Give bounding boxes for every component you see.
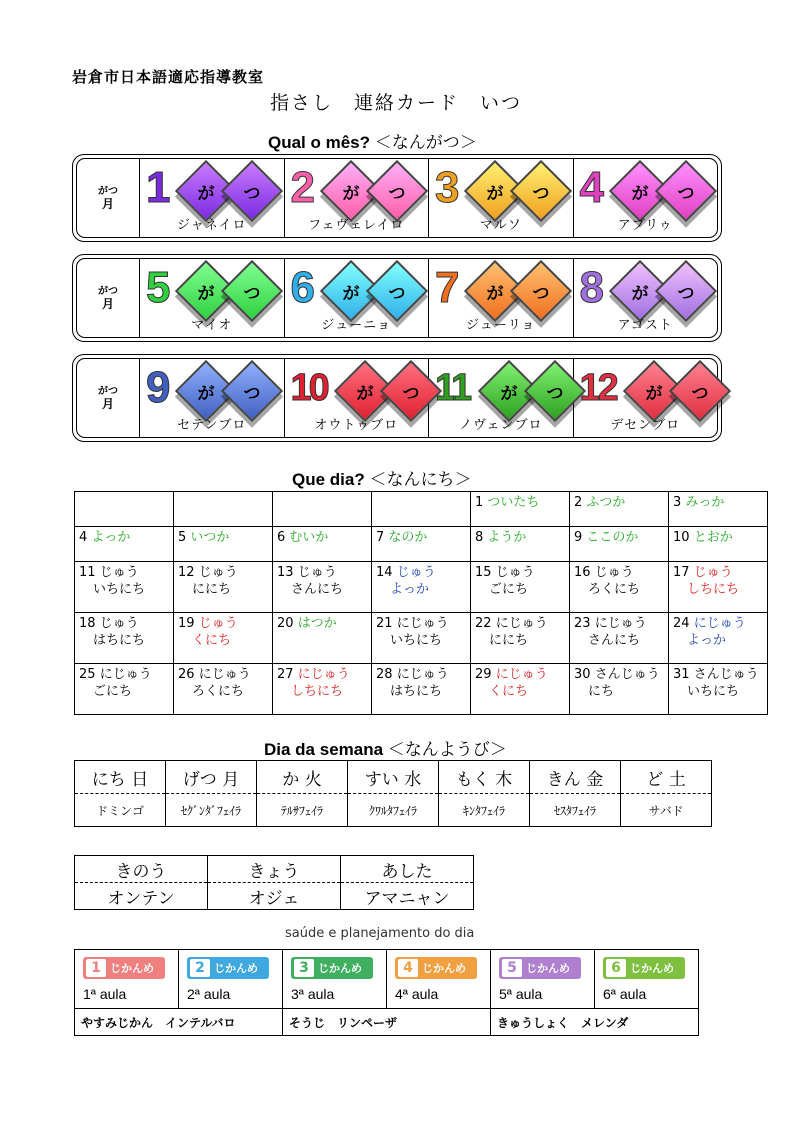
calendar-cell (669, 664, 768, 715)
calendar-cell (372, 527, 471, 562)
calendar-cell (174, 492, 273, 527)
day-calendar (74, 491, 768, 715)
month-number: 7 (435, 263, 457, 312)
weekday-table (74, 760, 712, 827)
day-reading: にじゅう (198, 667, 251, 682)
day-reading: じゅう (594, 565, 634, 580)
month-number: 2 (290, 163, 312, 212)
gatsu-char: が (486, 183, 504, 204)
day-reading: にじゅう (495, 616, 548, 631)
day-reading-2: いちにち (390, 633, 443, 648)
gatsu-char: が (197, 283, 215, 304)
days-heading (292, 465, 471, 490)
day-reading: にじゅう (495, 667, 548, 682)
period-cell (283, 950, 387, 1009)
day-reading-2: いちにち (687, 684, 740, 699)
month-name: フェヴェレイロ (308, 218, 405, 233)
day-number: 2 (574, 495, 583, 510)
month-cell (429, 359, 574, 437)
period-cell (179, 950, 283, 1009)
period-badge (291, 957, 373, 979)
month-row (72, 354, 722, 442)
period-badge-text: じかんめ (214, 962, 258, 975)
gatsu-cube (221, 260, 283, 322)
day-number: 17 (673, 565, 690, 580)
gatsu-char: が (197, 183, 215, 204)
gatsu-cube (510, 260, 572, 322)
gatsu-cube (654, 260, 716, 322)
calendar-cell (471, 527, 570, 562)
calendar-cell (273, 492, 372, 527)
day-number: 9 (574, 530, 583, 545)
calendar-cell (669, 613, 768, 664)
gatsu-char: が (500, 383, 518, 404)
month-cell (574, 159, 718, 237)
calendar-cell (372, 492, 471, 527)
gatsu-cube (510, 160, 572, 222)
gatsu-cubes (481, 169, 563, 213)
day-number: 31 (673, 667, 690, 682)
relative-day-table (74, 855, 474, 910)
month-name: アゴスト (617, 318, 673, 333)
day-number: 16 (574, 565, 591, 580)
organization-name: 岩倉市日本語適応指導教室 (72, 68, 265, 86)
day-reading: じゅう (99, 565, 139, 580)
day-reading: にじゅう (396, 667, 449, 682)
day-reading-2: くにち (489, 684, 529, 699)
day-reading-2: しちにち (687, 582, 740, 597)
months-heading (268, 128, 477, 153)
period-cell (491, 950, 595, 1009)
day-reading: ここのか (586, 530, 639, 545)
day-reading-2: よっか (390, 582, 430, 597)
gatsu-cubes (626, 169, 708, 213)
month-cell (140, 359, 285, 437)
day-reading: さんじゅう (693, 667, 759, 682)
month-number: 9 (146, 363, 168, 412)
gatsu-char: つ (243, 183, 261, 204)
period-badge-number: 5 (502, 959, 522, 977)
gatsu-cubes (192, 369, 274, 413)
day-reading-2: ににち (192, 582, 232, 597)
calendar-cell (570, 492, 669, 527)
gatsu-char: が (645, 383, 662, 404)
gatsu-char: つ (388, 183, 405, 204)
month-row-label (77, 259, 140, 337)
day-number: 18 (79, 616, 96, 631)
gatsu-cubes (481, 269, 563, 313)
gatsu-cubes (495, 369, 577, 413)
day-reading-2: いちにち (93, 582, 146, 597)
weekday-heading-pt: Dia da semana (264, 740, 384, 759)
weekday-jp: きん 金 (530, 761, 621, 794)
day-number: 14 (376, 565, 393, 580)
month-name: ノヴェンブロ (459, 418, 543, 433)
period-badge (187, 957, 269, 979)
calendar-cell (570, 562, 669, 613)
calendar-cell (75, 613, 174, 664)
month-label-ruby: がつ (98, 386, 118, 397)
period-cell (595, 950, 699, 1009)
period-badge-text: じかんめ (110, 962, 154, 975)
day-number: 10 (673, 530, 690, 545)
weekday-jp: もく 木 (439, 761, 530, 794)
month-row-inner (76, 258, 718, 338)
relative-day-jp: あした (341, 856, 474, 883)
calendar-cell (570, 664, 669, 715)
day-number: 7 (376, 530, 385, 545)
weekday-heading (264, 735, 507, 760)
gatsu-cube (365, 260, 427, 322)
month-number: 4 (579, 163, 601, 212)
schedule-footer-cell: きゅうしょく メレンダ (491, 1009, 699, 1036)
month-label-kanji: 月 (101, 297, 114, 311)
month-number: 3 (435, 163, 457, 212)
gatsu-char: つ (388, 283, 405, 304)
month-name: ジューニョ (321, 318, 392, 333)
weekday-jp: か 火 (257, 761, 348, 794)
day-number: 29 (475, 667, 492, 682)
period-badge-text: じかんめ (318, 962, 362, 975)
months-heading-jp: ＜なんがつ＞ (374, 133, 477, 153)
day-reading-2: ごにち (489, 582, 529, 597)
month-name: セテンブロ (177, 418, 247, 433)
gatsu-char: つ (243, 283, 261, 304)
gatsu-char: つ (677, 283, 694, 304)
calendar-cell (471, 613, 570, 664)
period-label: 2ª aula (187, 986, 231, 1002)
calendar-cell (570, 613, 669, 664)
month-number: 1 (146, 163, 168, 212)
period-badge-number: 1 (86, 959, 106, 977)
weekday-pt: ﾃﾙｻﾌｪｲﾗ (257, 794, 348, 827)
period-badge (499, 957, 581, 979)
days-heading-pt: Que dia? (292, 470, 365, 489)
calendar-cell (372, 664, 471, 715)
months-heading-pt: Qual o mês? (268, 133, 371, 152)
month-label-kanji: 月 (101, 197, 114, 211)
period-cell (75, 950, 179, 1009)
relative-day-pt: オンテン (107, 888, 175, 909)
weekday-jp: すい 水 (348, 761, 439, 794)
gatsu-char: つ (677, 183, 694, 204)
day-reading-2: はちにち (390, 684, 443, 699)
weekday-pt: ｷﾝﾀﾌｪｲﾗ (439, 794, 530, 827)
day-reading: ついたち (487, 495, 540, 510)
gatsu-cube (365, 160, 427, 222)
day-reading-2: さんにち (588, 633, 641, 648)
day-number: 5 (178, 530, 187, 545)
month-number: 12 (579, 367, 616, 409)
weekday-pt: ｾｸﾞﾝﾀﾞﾌｪｲﾗ (166, 794, 257, 827)
relative-day-jp: きょう (208, 856, 341, 883)
day-reading: にじゅう (297, 667, 350, 682)
day-number: 8 (475, 530, 484, 545)
day-number: 30 (574, 667, 591, 682)
month-name: デセンブロ (610, 418, 681, 433)
month-label-ruby: がつ (98, 186, 118, 197)
period-label: 1ª aula (83, 986, 127, 1002)
day-number: 1 (475, 495, 484, 510)
period-badge-number: 4 (398, 959, 418, 977)
month-number: 10 (290, 367, 327, 409)
month-name: マイオ (191, 318, 233, 333)
relative-day-jp: きのう (75, 856, 208, 883)
calendar-cell (273, 664, 372, 715)
day-reading: にじゅう (594, 616, 647, 631)
period-badge-number: 6 (606, 959, 626, 977)
calendar-cell (372, 613, 471, 664)
calendar-cell (75, 492, 174, 527)
month-row (72, 154, 722, 242)
month-number: 11 (435, 367, 470, 409)
day-reading-2: しちにち (291, 684, 344, 699)
day-reading: いつか (190, 530, 230, 545)
month-name: ジューリョ (466, 318, 536, 333)
period-badge-number: 2 (190, 959, 210, 977)
day-reading: じゅう (297, 565, 337, 580)
gatsu-char: つ (691, 383, 708, 404)
day-reading: はつか (297, 616, 337, 631)
page-title: 指さし 連絡カード いつ (270, 92, 523, 114)
relative-day-pt: アマニャン (341, 883, 474, 910)
gatsu-cubes (626, 269, 708, 313)
month-number: 8 (579, 263, 601, 312)
gatsu-char: が (631, 183, 648, 204)
month-name: アブリゥ (617, 218, 673, 233)
calendar-cell (669, 562, 768, 613)
weekday-pt: ドミンゴ (95, 803, 144, 818)
gatsu-char: が (342, 283, 359, 304)
day-number: 24 (673, 616, 690, 631)
calendar-cell (372, 562, 471, 613)
day-number: 6 (277, 530, 286, 545)
period-label: 5ª aula (499, 986, 543, 1002)
gatsu-char: つ (546, 383, 564, 404)
calendar-cell (669, 492, 768, 527)
day-number: 3 (673, 495, 682, 510)
gatsu-char: つ (532, 283, 550, 304)
period-badge (83, 957, 165, 979)
calendar-cell (75, 527, 174, 562)
month-row-label (77, 359, 140, 437)
period-badge-text: じかんめ (630, 962, 674, 975)
calendar-cell (174, 527, 273, 562)
calendar-cell (174, 613, 273, 664)
calendar-cell (471, 562, 570, 613)
day-reading: じゅう (693, 565, 733, 580)
day-number: 11 (79, 565, 96, 580)
period-badge (603, 957, 685, 979)
day-reading: むいか (289, 530, 329, 545)
gatsu-char: が (197, 383, 215, 404)
gatsu-cube (221, 160, 283, 222)
day-number: 23 (574, 616, 591, 631)
day-reading-2: ごにち (93, 684, 133, 699)
day-reading: さんじゅう (594, 667, 660, 682)
weekday-pt: ｾｽﾀﾌｪｲﾗ (530, 794, 621, 827)
gatsu-cube (668, 360, 730, 422)
calendar-cell (471, 664, 570, 715)
period-badge-text: じかんめ (526, 962, 570, 975)
day-number: 22 (475, 616, 492, 631)
gatsu-char: つ (532, 183, 550, 204)
period-badge-number: 3 (294, 959, 314, 977)
day-reading: じゅう (198, 565, 238, 580)
calendar-cell (669, 527, 768, 562)
gatsu-cubes (337, 269, 419, 313)
month-cell (140, 259, 285, 337)
month-name: ジャネイロ (177, 218, 247, 233)
relative-day-pt: オジェ (208, 883, 341, 910)
day-reading-2: くにち (192, 633, 232, 648)
day-reading: みっか (685, 495, 725, 510)
month-name: マルソ (479, 218, 522, 233)
calendar-cell (570, 527, 669, 562)
day-number: 21 (376, 616, 393, 631)
month-number: 6 (290, 263, 312, 312)
gatsu-char: が (631, 283, 648, 304)
month-label-ruby: がつ (98, 286, 118, 297)
day-reading: にじゅう (99, 667, 152, 682)
schedule-footer-cell: やすみじかん インテルバロ (75, 1009, 283, 1036)
gatsu-cubes (640, 369, 722, 413)
period-label: 4ª aula (395, 986, 439, 1002)
month-cell (140, 159, 285, 237)
day-number: 12 (178, 565, 195, 580)
period-cell (387, 950, 491, 1009)
day-reading-2: ろくにち (192, 684, 245, 699)
gatsu-char: が (486, 283, 504, 304)
day-reading: よっか (91, 530, 131, 545)
day-number: 26 (178, 667, 195, 682)
gatsu-char: が (342, 183, 359, 204)
month-row-inner (76, 158, 718, 238)
gatsu-char: つ (243, 383, 261, 404)
calendar-cell (273, 613, 372, 664)
weekday-jp: ど 土 (621, 761, 712, 794)
calendar-cell (273, 562, 372, 613)
day-reading: じゅう (99, 616, 139, 631)
month-cell (574, 359, 718, 437)
day-number: 4 (79, 530, 88, 545)
gatsu-char: が (356, 383, 373, 404)
month-row (72, 254, 722, 342)
month-number: 5 (146, 263, 168, 312)
calendar-cell (273, 527, 372, 562)
period-badge (395, 957, 477, 979)
period-label: 3ª aula (291, 986, 335, 1002)
month-cell (429, 259, 574, 337)
gatsu-cube (221, 360, 283, 422)
day-reading: ようか (487, 530, 527, 545)
day-reading: とおか (693, 530, 733, 545)
day-number: 13 (277, 565, 294, 580)
calendar-cell (174, 664, 273, 715)
day-reading: じゅう (396, 565, 436, 580)
day-reading-2: ろくにち (588, 582, 641, 597)
day-number: 19 (178, 616, 195, 631)
day-reading-2: さんにち (291, 582, 344, 597)
gatsu-cubes (351, 369, 433, 413)
schedule-footer-cell: そうじ リンペーザ (283, 1009, 491, 1036)
day-reading: にじゅう (693, 616, 746, 631)
weekday-jp: げつ 月 (166, 761, 257, 794)
month-cell (574, 259, 718, 337)
day-reading: なのか (388, 530, 428, 545)
weekday-pt: ｸﾜﾙﾀﾌｪｲﾗ (348, 794, 439, 827)
month-cell (285, 359, 430, 437)
month-cell (285, 159, 430, 237)
day-reading: じゅう (198, 616, 238, 631)
gatsu-char: つ (402, 383, 419, 404)
month-name: オウトゥブロ (314, 418, 399, 433)
days-heading-jp: ＜なんにち＞ (369, 470, 472, 490)
period-label: 6ª aula (603, 986, 647, 1002)
day-number: 20 (277, 616, 294, 631)
period-badge-text: じかんめ (422, 962, 466, 975)
day-reading: じゅう (495, 565, 535, 580)
month-row-inner (76, 358, 718, 438)
calendar-cell (75, 562, 174, 613)
day-number: 15 (475, 565, 492, 580)
calendar-cell (471, 492, 570, 527)
day-number: 25 (79, 667, 96, 682)
day-reading-2: はちにち (93, 633, 146, 648)
weekday-jp: にち 日 (75, 761, 166, 794)
schedule-caption: saúde e planejamento do dia (285, 926, 475, 941)
gatsu-cube (654, 160, 716, 222)
day-reading: にじゅう (396, 616, 449, 631)
weekday-pt: サバド (621, 794, 712, 827)
month-row-label (77, 159, 140, 237)
day-reading-2: にち (588, 684, 615, 699)
day-number: 28 (376, 667, 393, 682)
gatsu-cubes (337, 169, 419, 213)
month-cell (285, 259, 430, 337)
day-reading-2: ににち (489, 633, 529, 648)
month-label-kanji: 月 (101, 397, 114, 411)
schedule-table (74, 949, 699, 1036)
weekday-heading-jp: ＜なんようび＞ (387, 740, 507, 760)
gatsu-cubes (192, 269, 274, 313)
calendar-cell (75, 664, 174, 715)
calendar-cell (174, 562, 273, 613)
day-number: 27 (277, 667, 294, 682)
day-reading: ふつか (586, 495, 626, 510)
gatsu-cubes (192, 169, 274, 213)
month-cell (429, 159, 574, 237)
day-reading-2: よっか (687, 633, 727, 648)
